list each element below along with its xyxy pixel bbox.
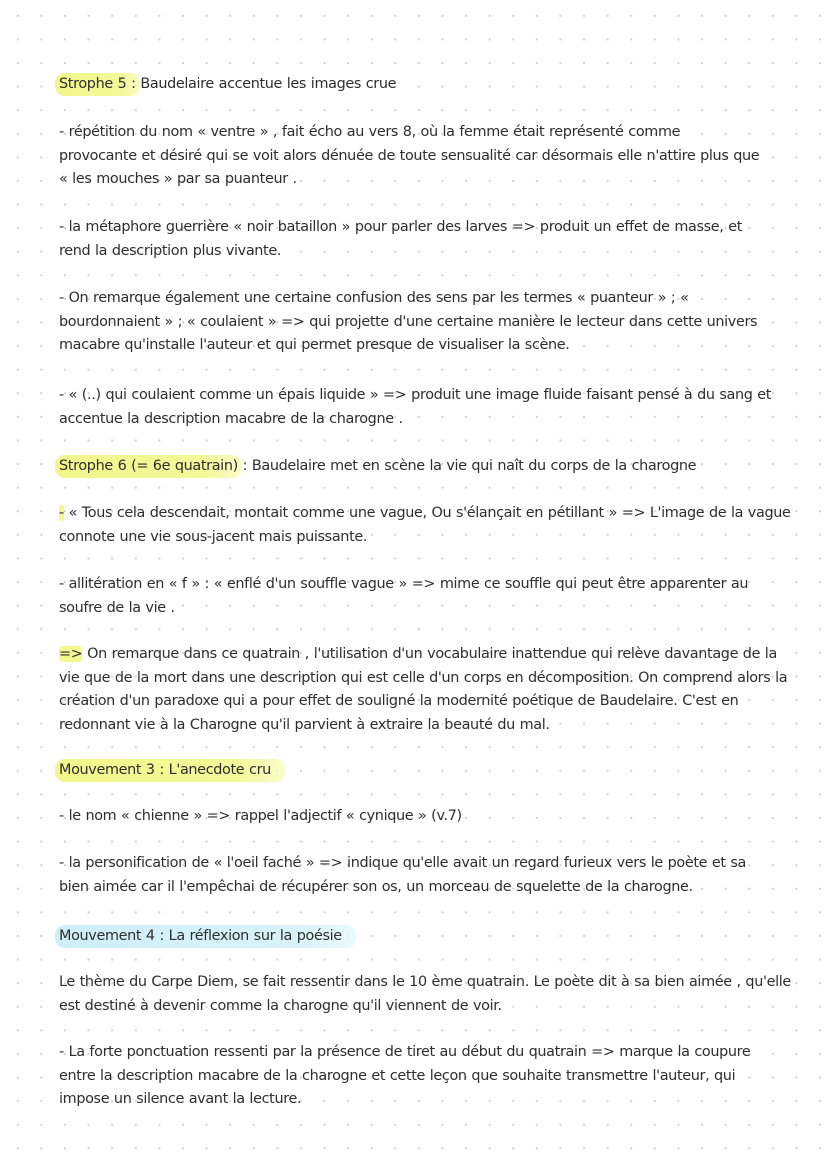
highlight-mark: => <box>59 646 83 662</box>
paragraph: Le thème du Carpe Diem, se fait ressentir dans le 10 ème quatrain. Le poète dit à sa bien aimée , qu'elle est destiné à devenir comme la charogne qu'il viennent de voir. <box>59 974 791 1014</box>
paragraph: - « Tous cela descendait, montait comme une vague, Ou s'élançait en pétillant » => L'image de la vague connote une vie sous-jacent mais puissante. <box>59 505 791 545</box>
highlight-mark: - <box>59 505 64 521</box>
paragraph: - La forte ponctuation ressenti par la présence de tiret au début du quatrain => marque la coupure entre la description macabre de la charogne et cette leçon que souhaite transmettre l'auteur, qui impose un silence avant la lecture. <box>59 1044 751 1108</box>
heading-highlight: Strophe 6 (= 6e quatrain) <box>55 455 242 478</box>
heading-highlight: Strophe 5 <box>55 73 140 96</box>
section-heading-mouvement-3 <box>59 759 799 783</box>
paragraph: - répétition du nom « ventre » , fait écho au vers 8, où la femme était représenté comme provocante et désiré qui se voit alors dénuée de toute sensualité car désormais elle n'attire plus que « les mouches » par sa puanteur . <box>59 124 760 188</box>
section-heading-strophe-5: Strophe 5 : Baudelaire accentue les images crue <box>59 73 799 97</box>
paragraph: - allitération en « f » : « enflé d'un souffle vague » => mime ce souffle qui peut être apparenter au soufre de la vie . <box>59 576 749 616</box>
paragraph: - « (..) qui coulaient comme un épais liquide » => produit une image fluide faisant pensé à du sang et accentue la description macabre de la charogne . <box>59 387 772 427</box>
paragraph: - le nom « chienne » => rappel l'adjectif « cynique » (v.7) <box>59 808 462 824</box>
heading-highlight: Mouvement 4 : La réflexion sur la poésie <box>55 925 356 948</box>
paragraph: - On remarque également une certaine confusion des sens par les termes « puanteur » ; « bourdonnaient » ; « coulaient » => qui projette d'une certaine manière le lecteur dans cette univers macabre qu'installe l'auteur et qui permet presque de visualiser la scène. <box>59 290 758 354</box>
paragraph: - la personification de « l'oeil faché » => indique qu'elle avait un regard furieux vers le poète et sa bien aimée car il l'empêchai de récupérer son os, un morceau de squelette de la charogne. <box>59 855 746 895</box>
section-heading-strophe-6: Strophe 6 (= 6e quatrain) : Baudelaire met en scène la vie qui naît du corps de la charogne <box>59 455 799 479</box>
paragraph: - la métaphore guerrière « noir bataillon » pour parler des larves => produit un effet de masse, et rend la description plus vivante. <box>59 219 743 259</box>
section-heading-mouvement-4 <box>59 925 799 949</box>
heading-highlight: Mouvement 3 : L'anecdote cru <box>55 759 285 782</box>
paragraph: => On remarque dans ce quatrain , l'utilisation d'un vocabulaire inattendue qui relève davantage de la vie que de la mort dans une description qui est celle d'un corps en décomposition. On comprend alors la création d'un paradoxe qui a pour effet de souligné la modernité poétique de Baudelaire. C'est en redonnant vie à la Charogne qu'il parvient à extraire la beauté du mal. <box>59 646 788 733</box>
